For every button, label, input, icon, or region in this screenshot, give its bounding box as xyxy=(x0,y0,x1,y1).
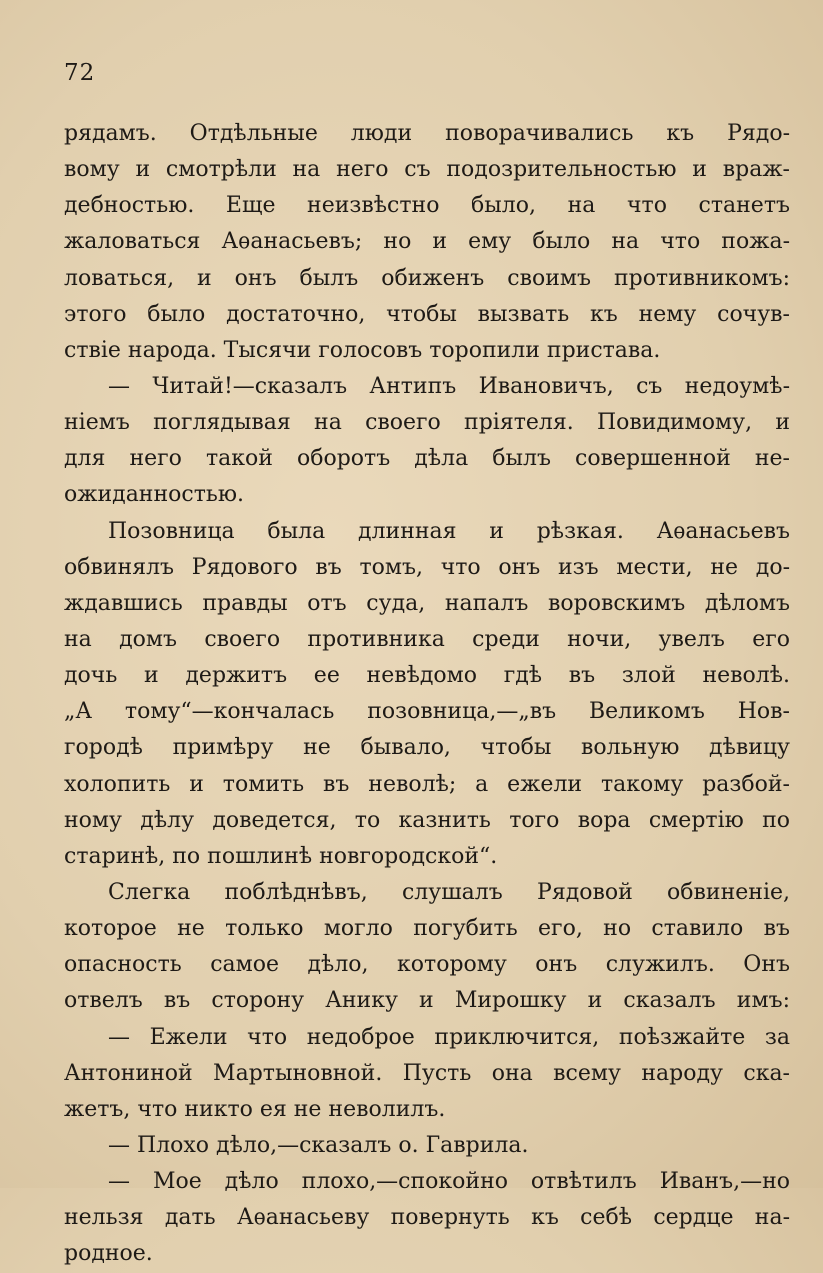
text-line: ствіе народа. Тысячи голосовъ торопили пристава. xyxy=(64,337,661,363)
text-line: Антониной Мартыновной. Пусть она всему народу ска- xyxy=(64,1060,790,1086)
text-line: старинѣ, по пошлинѣ новгородской“. xyxy=(64,843,498,869)
body-text xyxy=(64,116,790,1267)
text-line: холопить и томить въ неволѣ; а ежели такому разбой- xyxy=(64,771,790,797)
text-line: ловаться, и онъ былъ обиженъ своимъ противникомъ: xyxy=(64,265,790,291)
text-line: „А тому“—кончалась позовница,—„въ Великомъ Нов- xyxy=(64,699,790,725)
text-line: этого было достаточно, чтобы вызвать къ нему сочув- xyxy=(64,301,790,327)
text-line: родное. xyxy=(64,1241,153,1267)
text-line: — Ежели что недоброе приключится, поѣзжайте за xyxy=(108,1024,790,1050)
text-line: жетъ, что никто ея не неволилъ. xyxy=(64,1096,446,1122)
text-line: жаловаться Аѳанасьевъ; но и ему было на что пожа- xyxy=(64,229,790,255)
text-line: опасность самое дѣло, которому онъ служилъ. Онъ xyxy=(64,952,790,978)
text-line: которое не только могло погубить его, но ставило въ xyxy=(64,916,790,942)
text-line: отвелъ въ сторону Анику и Мирошку и сказалъ имъ: xyxy=(64,988,790,1014)
text-line: вому и смотрѣли на него съ подозрительностью и враж- xyxy=(64,157,790,183)
text-line: — Плохо дѣло,—сказалъ о. Гаврила. xyxy=(108,1132,529,1158)
text-line: дочь и держитъ ее невѣдомо гдѣ въ злой неволѣ. xyxy=(64,663,790,689)
text-line: ждавшись правды отъ суда, напалъ воровскимъ дѣломъ xyxy=(64,590,790,616)
text-line: — Читай!—сказалъ Антипъ Ивановичъ, съ недоумѣ- xyxy=(108,373,790,399)
page-number: 72 xyxy=(64,60,96,86)
text-line: — Мое дѣло плохо,—спокойно отвѣтилъ Иванъ,—но xyxy=(108,1169,790,1195)
text-line: городѣ примѣру не бывало, чтобы вольную дѣвицу xyxy=(64,735,790,761)
text-line: Позовница была длинная и рѣзкая. Аѳанасьевъ xyxy=(108,518,790,544)
text-line: нельзя дать Аѳанасьеву повернуть къ себѣ сердце на- xyxy=(64,1205,790,1231)
text-line: ожиданностью. xyxy=(64,482,244,508)
text-line: обвинялъ Рядового въ томъ, что онъ изъ мести, не до- xyxy=(64,554,790,580)
text-line: рядамъ. Отдѣльные люди поворачивались къ Рядо- xyxy=(64,121,790,146)
text-line: Слегка поблѣднѣвъ, слушалъ Рядовой обвиненіе, xyxy=(108,879,790,905)
text-line: ному дѣлу доведется, то казнить того вора смертію по xyxy=(64,807,790,833)
text-line: дебностью. Еще неизвѣстно было, на что станетъ xyxy=(64,193,790,219)
text-line: ніемъ поглядывая на своего пріятеля. Повидимому, и xyxy=(64,410,790,436)
text-line: для него такой оборотъ дѣла былъ совершенной не- xyxy=(64,446,790,472)
text-line: на домъ своего противника среди ночи, увелъ его xyxy=(64,626,790,652)
